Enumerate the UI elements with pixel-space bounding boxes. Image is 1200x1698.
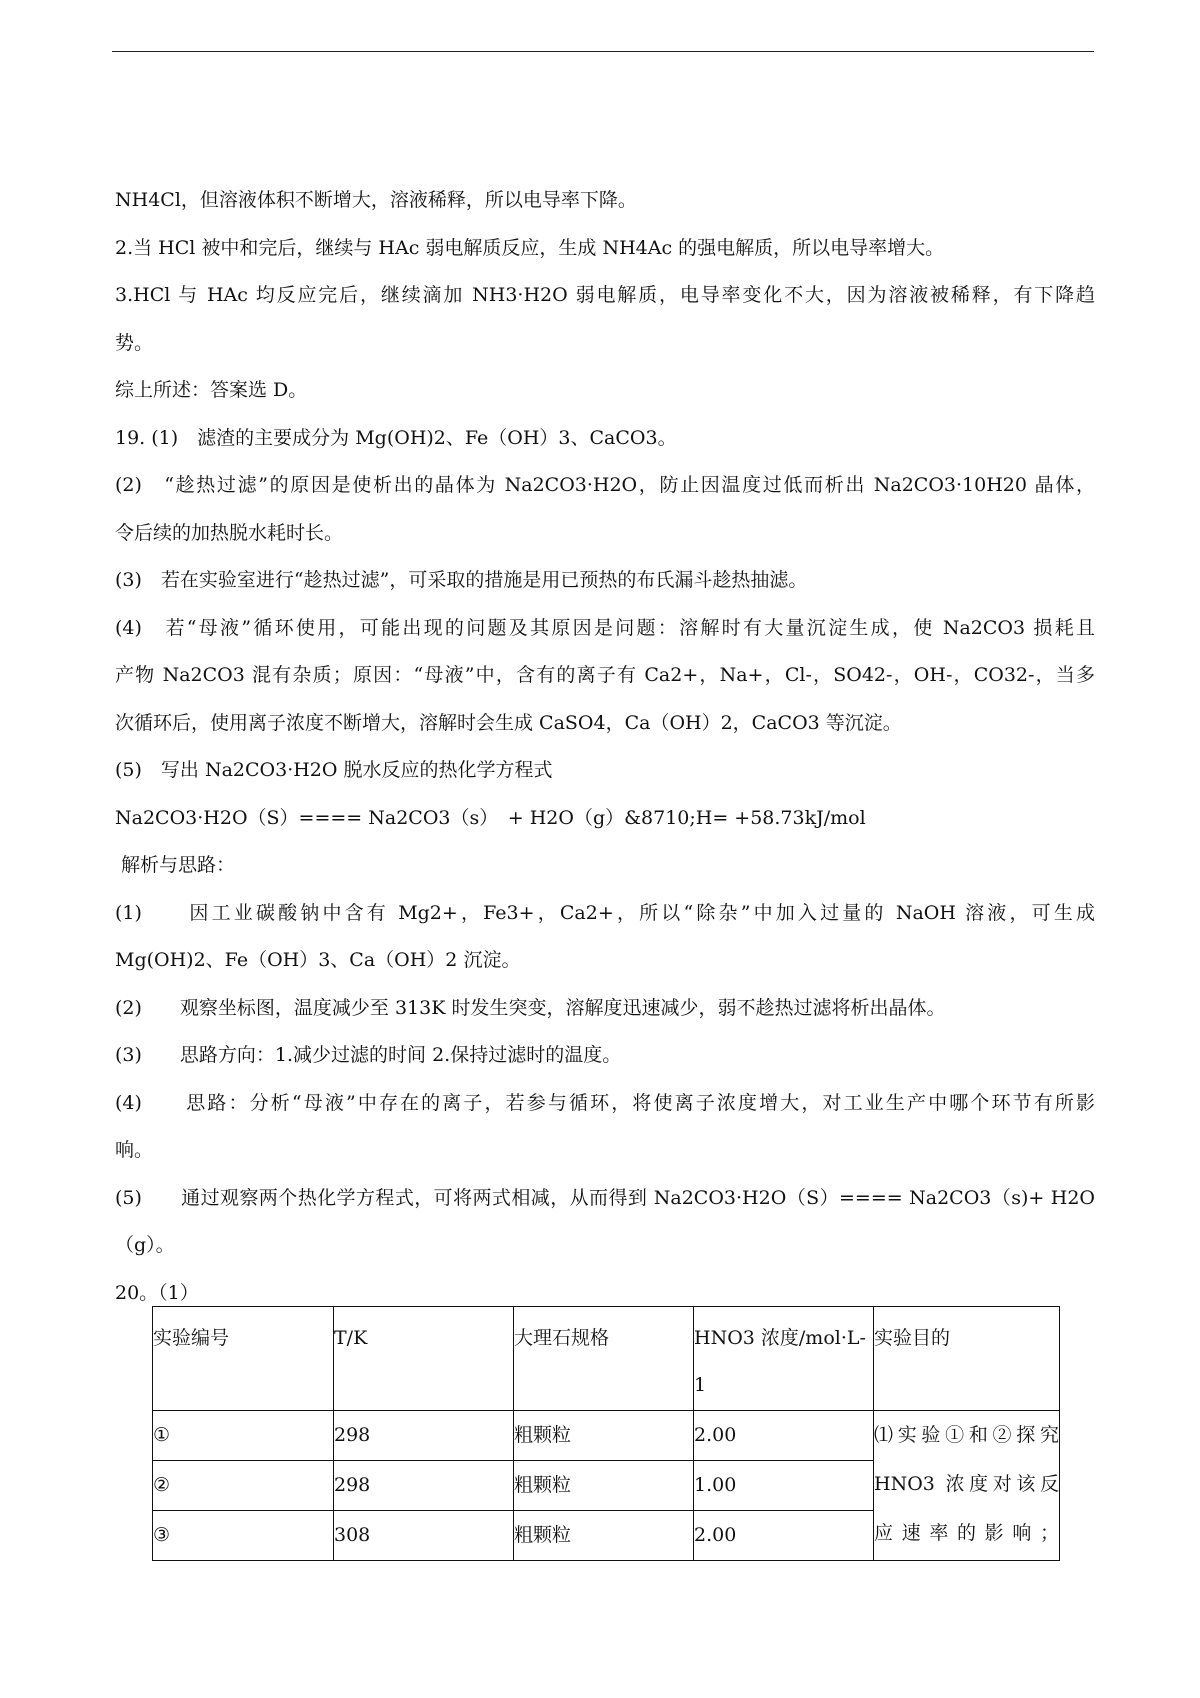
- table-cell: 2.00: [694, 1511, 874, 1561]
- paragraph-line: 响。: [115, 1139, 154, 1161]
- table-cell: 粗颗粒: [514, 1511, 694, 1561]
- question-19-part-4: (4) 若“母液”循环使用，可能出现的问题及其原因是问题：溶解时有大量沉淀生成，使 Na2CO3 损耗且: [115, 616, 1095, 639]
- question-19-part-2: (2) “趁热过滤”的原因是使析出的晶体为 Na2CO3·H2O，防止因温度过低而析出 Na2CO3·10H20 晶体，: [115, 474, 1095, 496]
- table-cell: 2.00: [694, 1411, 874, 1461]
- purpose-line: 应速率的影响；: [874, 1522, 1059, 1544]
- analysis-part-1: (1) 因工业碳酸钠中含有 Mg2+，Fe3+，Ca2+，所以“除杂”中加入过量的 NaOH 溶液，可生成: [115, 901, 1095, 924]
- paragraph-line: 综上所述：答案选 D。: [115, 379, 308, 401]
- question-20-heading: 20。（1）: [115, 1281, 199, 1304]
- experiment-table: [152, 1306, 1060, 1561]
- question-19-part-5: (5) 写出 Na2CO3·H2O 脱水反应的热化学方程式: [115, 759, 553, 781]
- paragraph-line: 2.当 HCl 被中和完后，继续与 HAc 弱电解质反应，生成 NH4Ac 的强电解质，所以电导率增大。: [115, 236, 945, 259]
- table-header-row: [153, 1307, 1060, 1411]
- document-body: [115, 177, 1095, 1317]
- paragraph-line: 产物 Na2CO3 混有杂质；原因：“母液”中，含有的离子有 Ca2+，Na+，Cl-，SO42-，OH-，CO32-，当多: [115, 664, 1095, 686]
- analysis-title: 解析与思路：: [121, 854, 236, 876]
- table-cell: 298: [334, 1411, 514, 1461]
- paragraph-line: （g）。: [115, 1234, 175, 1256]
- question-19-part-1: 19. (1) 滤渣的主要成分为 Mg(OH)2、Fe（OH）3、CaCO3。: [115, 426, 677, 449]
- paragraph-line: 势。: [115, 331, 154, 354]
- paragraph-line: 令后续的加热脱水耗时长。: [115, 521, 344, 544]
- paragraph-line: 3.HCl 与 HAc 均反应完后，继续滴加 NH3·H2O 弱电解质，电导率变化不大，因为溶液被稀释，有下降趋: [115, 284, 1095, 306]
- table-row: [153, 1411, 1060, 1461]
- header-cell: 大理石规格: [514, 1307, 694, 1411]
- question-19-part-3: (3) 若在实验室进行“趁热过滤”，可采取的措施是用已预热的布氏漏斗趁热抽滤。: [115, 569, 808, 591]
- analysis-part-4: (4) 思路：分析“母液”中存在的离子，若参与循环，将使离子浓度增大，对工业生产中哪个环节有所影: [115, 1091, 1095, 1114]
- header-rule: [112, 51, 1094, 52]
- paragraph-line: 次循环后，使用离子浓度不断增大，溶解时会生成 CaSO4，Ca（OH）2，CaCO3 等沉淀。: [115, 711, 902, 734]
- table-cell: 298: [334, 1461, 514, 1511]
- analysis-part-5: (5) 通过观察两个热化学方程式，可将两式相减，从而得到 Na2CO3·H2O（S）==== Na2CO3（s)+ H2O: [115, 1186, 1095, 1209]
- table-cell: 粗颗粒: [514, 1461, 694, 1511]
- table-cell: ③: [153, 1511, 334, 1561]
- thermochemical-equation: Na2CO3·H2O（S）==== Na2CO3（s） + H2O（g）&8710;H= +58.73kJ/mol: [115, 806, 866, 829]
- analysis-part-3: (3) 思路方向：1.减少过滤的时间 2.保持过滤时的温度。: [115, 1044, 622, 1066]
- purpose-line: HNO3 浓度对该反: [874, 1473, 1059, 1495]
- header-cell: T/K: [334, 1307, 514, 1411]
- header-cell: 实验目的: [874, 1307, 1060, 1411]
- header-cell: HNO3 浓度/mol·L-1: [694, 1307, 874, 1411]
- paragraph-line: Mg(OH)2、Fe（OH）3、Ca（OH）2 沉淀。: [115, 949, 521, 971]
- analysis-part-2: (2) 观察坐标图，温度减少至 313K 时发生突变，溶解度迅速减少，弱不趁热过滤将析出晶体。: [115, 996, 946, 1019]
- purpose-cell: [874, 1411, 1060, 1561]
- table-cell: 308: [334, 1511, 514, 1561]
- paragraph-line: NH4Cl，但溶液体积不断增大，溶液稀释，所以电导率下降。: [115, 189, 637, 211]
- table-cell: 1.00: [694, 1461, 874, 1511]
- table-cell: 粗颗粒: [514, 1411, 694, 1461]
- purpose-line: ⑴实验①和②探究: [874, 1424, 1059, 1446]
- header-cell: 实验编号: [153, 1307, 334, 1411]
- table-cell: ②: [153, 1461, 334, 1511]
- table-cell: ①: [153, 1411, 334, 1461]
